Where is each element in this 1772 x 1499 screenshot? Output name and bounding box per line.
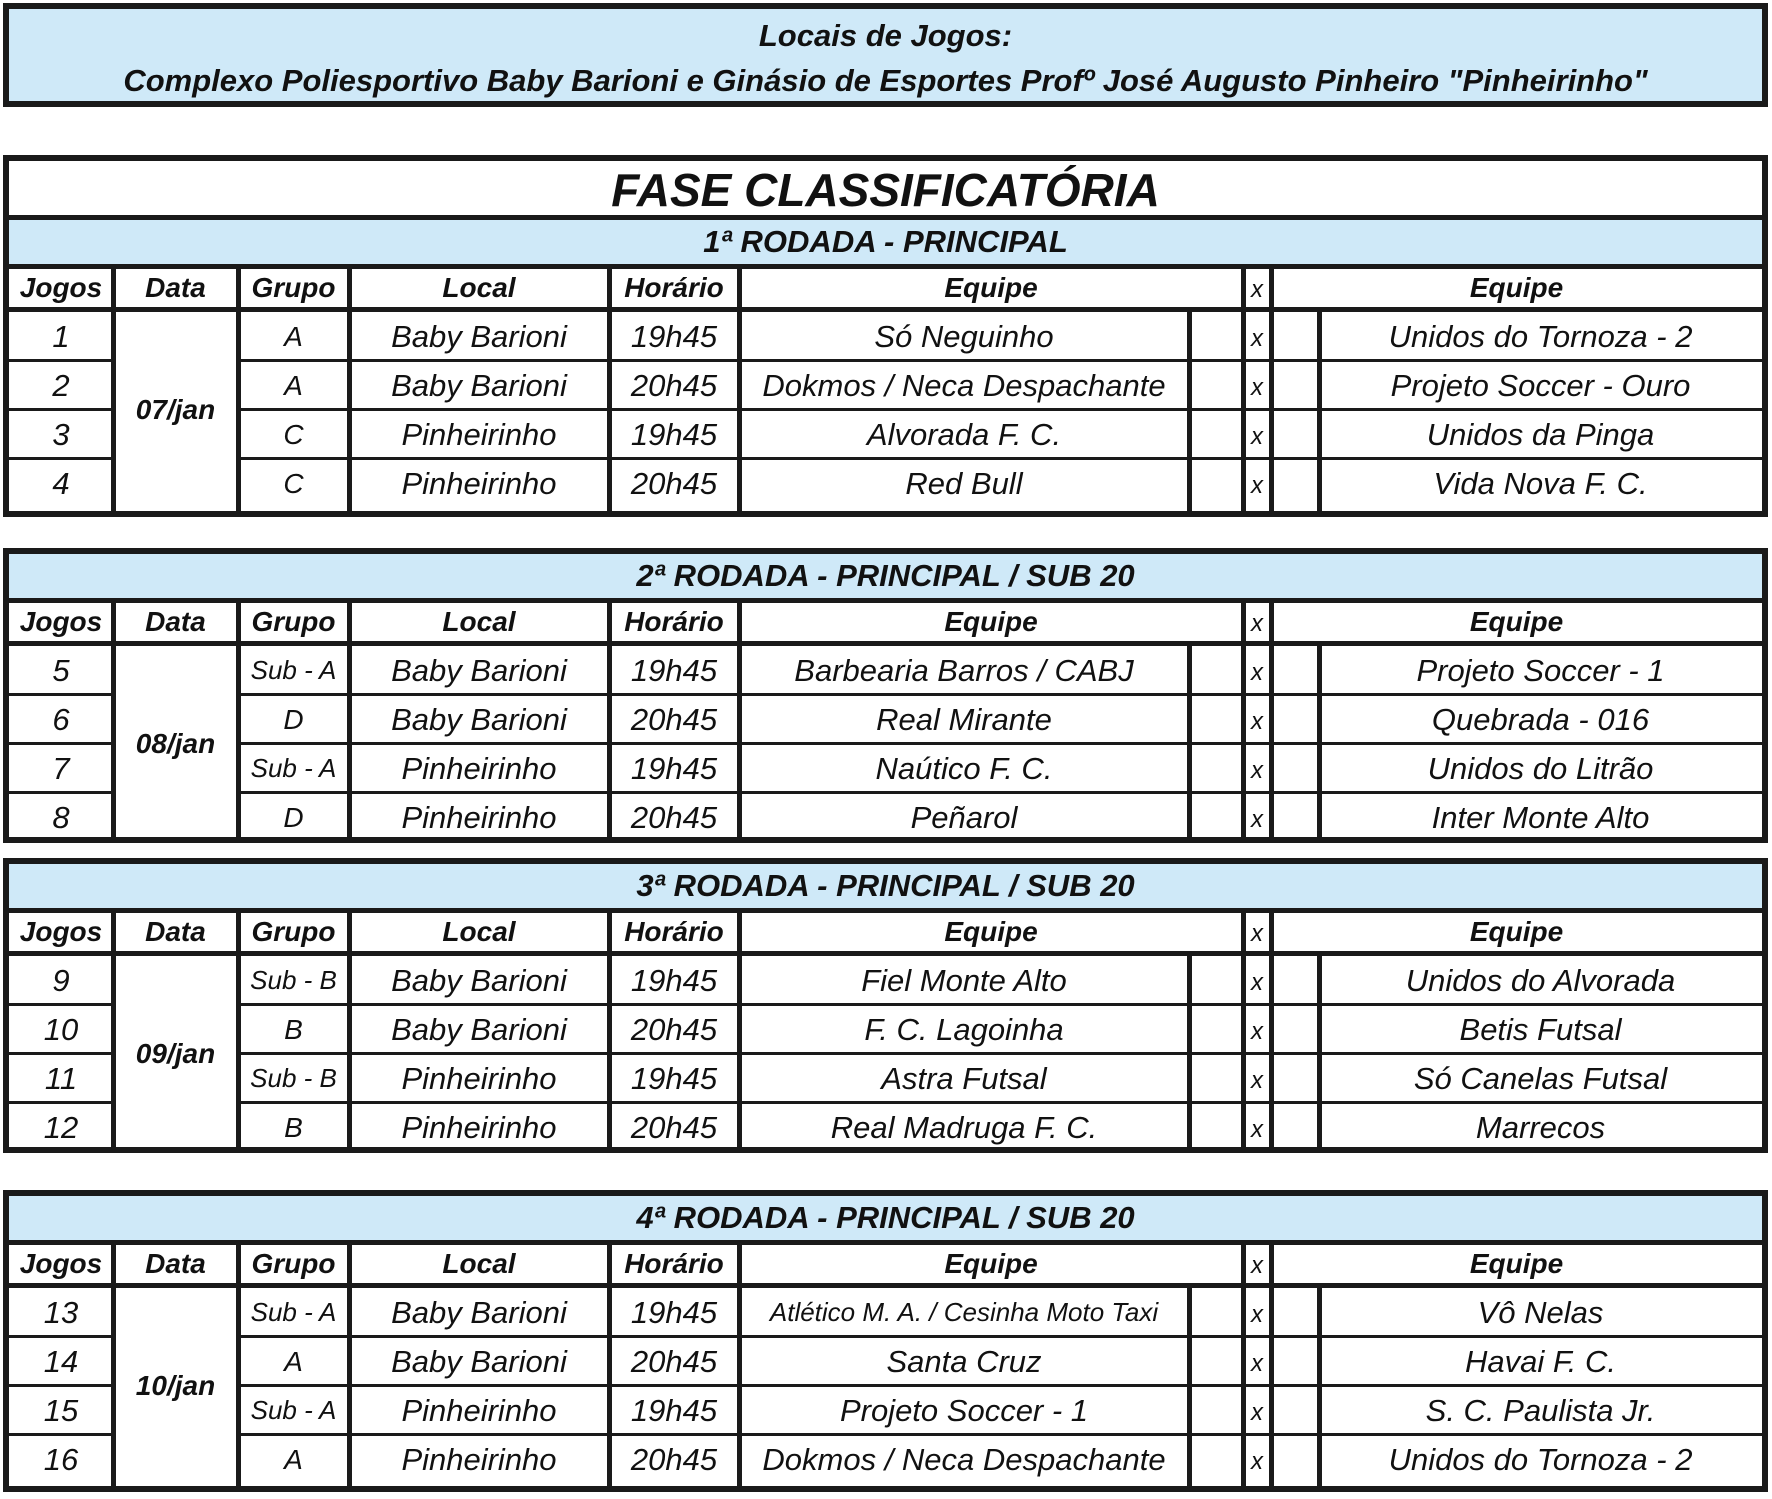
header-jogos: Jogos: [19, 272, 103, 303]
game-horario: 19h45: [630, 1393, 718, 1428]
game-x: x: [1251, 806, 1263, 833]
header-local: Local: [442, 1248, 516, 1279]
header-equipe2: Equipe: [1469, 606, 1564, 637]
game-equipe2: Quebrada - 016: [1431, 702, 1650, 737]
game-x: x: [1251, 374, 1263, 401]
game-x: x: [1251, 423, 1263, 450]
game-equipe1: F. C. Lagoinha: [864, 1012, 1064, 1047]
header-jogos: Jogos: [19, 606, 103, 637]
game-equipe2: Betis Futsal: [1459, 1012, 1622, 1047]
game-x: x: [1251, 472, 1263, 499]
game-horario: 20h45: [630, 1110, 718, 1145]
game-jogo: 4: [52, 466, 70, 501]
fase-title: FASE CLASSIFICATÓRIA: [3, 155, 1768, 221]
round-title: 2ª RODADA - PRINCIPAL / SUB 20: [9, 554, 1762, 603]
game-equipe1: Real Mirante: [876, 702, 1052, 737]
game-horario: 20h45: [630, 1442, 718, 1477]
game-equipe1: Barbearia Barros / CABJ: [794, 653, 1134, 688]
date-cell: 08/jan: [135, 728, 216, 759]
header-grupo: Grupo: [251, 916, 336, 947]
date-cell: 09/jan: [135, 1038, 216, 1069]
header-equipe2: Equipe: [1469, 916, 1564, 947]
game-equipe2: Vô Nelas: [1477, 1295, 1604, 1330]
game-horario: 20h45: [630, 702, 718, 737]
game-horario: 20h45: [630, 466, 718, 501]
game-local: Pinheirinho: [401, 466, 557, 501]
game-jogo: 2: [52, 368, 70, 403]
game-grupo: B: [284, 1014, 303, 1045]
game-jogo: 6: [52, 702, 70, 737]
game-equipe2: Projeto Soccer - 1: [1416, 653, 1665, 688]
header-data: Data: [145, 606, 206, 637]
game-equipe2: Unidos do Tornoza - 2: [1388, 1442, 1693, 1477]
game-equipe1: Santa Cruz: [886, 1344, 1042, 1379]
date-cell: 10/jan: [135, 1370, 216, 1401]
game-x: x: [1251, 708, 1263, 735]
game-equipe2: Havai F. C.: [1464, 1344, 1617, 1379]
game-local: Pinheirinho: [401, 1061, 557, 1096]
game-equipe1: Dokmos / Neca Despachante: [762, 1442, 1166, 1477]
round-table: [3, 858, 1768, 1153]
game-grupo: A: [284, 1346, 303, 1377]
game-local: Baby Barioni: [391, 1012, 567, 1047]
game-equipe1: Alvorada F. C.: [866, 417, 1062, 452]
game-local: Baby Barioni: [391, 963, 567, 998]
column-header-row: [9, 913, 1762, 956]
game-jogo: 3: [52, 417, 70, 452]
game-local: Baby Barioni: [391, 368, 567, 403]
game-equipe2: Inter Monte Alto: [1431, 800, 1650, 835]
game-horario: 19h45: [630, 319, 718, 354]
game-x: x: [1251, 1448, 1263, 1475]
game-equipe1: Red Bull: [905, 466, 1023, 501]
game-local: Baby Barioni: [391, 319, 567, 354]
game-x: x: [1251, 1301, 1263, 1328]
header-jogos: Jogos: [19, 1248, 103, 1279]
game-grupo: Sub - B: [250, 1063, 337, 1093]
game-grupo: Sub - A: [250, 1297, 337, 1327]
game-equipe2: Vida Nova F. C.: [1433, 466, 1648, 501]
game-equipe2: Unidos do Litrão: [1427, 751, 1654, 786]
game-equipe1: Dokmos / Neca Despachante: [762, 368, 1166, 403]
game-x: x: [1251, 969, 1263, 996]
game-equipe1: Atlético M. A. / Cesinha Moto Taxi: [769, 1297, 1159, 1327]
header-data: Data: [145, 1248, 206, 1279]
header-x: x: [1251, 276, 1263, 303]
game-jogo: 7: [52, 751, 70, 786]
game-jogo: 15: [43, 1393, 79, 1428]
date-cell: 07/jan: [135, 394, 216, 425]
game-local: Pinheirinho: [401, 800, 557, 835]
game-jogo: 1: [52, 319, 70, 354]
game-horario: 19h45: [630, 1061, 718, 1096]
game-grupo: D: [283, 802, 304, 833]
game-jogo: 16: [43, 1442, 79, 1477]
game-local: Baby Barioni: [391, 1295, 567, 1330]
game-grupo: C: [283, 419, 304, 450]
game-x: x: [1251, 1116, 1263, 1143]
column-header-row: [9, 1245, 1762, 1288]
game-x: x: [1251, 659, 1263, 686]
header-equipe1: Equipe: [944, 1248, 1038, 1279]
game-grupo: Sub - A: [250, 1395, 337, 1425]
game-local: Baby Barioni: [391, 1344, 567, 1379]
game-x: x: [1251, 1067, 1263, 1094]
game-equipe2: Unidos do Tornoza - 2: [1388, 319, 1693, 354]
header-equipe1: Equipe: [944, 272, 1038, 303]
locais-venues: Complexo Poliesportivo Baby Barioni e Ginásio de Esportes Profº José Augusto Pinheiro "Pinheirinho": [123, 63, 1648, 98]
game-local: Pinheirinho: [401, 417, 557, 452]
game-grupo: Sub - B: [250, 965, 337, 995]
round-title: 3ª RODADA - PRINCIPAL / SUB 20: [9, 864, 1762, 913]
header-grupo: Grupo: [251, 272, 336, 303]
game-equipe2: Projeto Soccer - Ouro: [1390, 368, 1691, 403]
game-jogo: 13: [43, 1295, 79, 1330]
header-local: Local: [442, 916, 516, 947]
game-equipe1: Projeto Soccer - 1: [839, 1393, 1089, 1428]
game-equipe2: Unidos do Alvorada: [1405, 963, 1676, 998]
round-table: [3, 548, 1768, 843]
game-local: Pinheirinho: [401, 751, 557, 786]
header-equipe1: Equipe: [944, 606, 1038, 637]
header-horario: Horário: [624, 1248, 724, 1279]
header-grupo: Grupo: [251, 1248, 336, 1279]
game-equipe1: Só Neguinho: [874, 319, 1054, 354]
game-jogo: 12: [43, 1110, 79, 1145]
game-x: x: [1251, 1018, 1263, 1045]
round-title: 1ª RODADA - PRINCIPAL: [9, 220, 1762, 269]
locais-title: Locais de Jogos:: [758, 18, 1013, 53]
header-x: x: [1251, 1252, 1263, 1279]
game-horario: 20h45: [630, 1012, 718, 1047]
game-jogo: 11: [44, 1061, 78, 1096]
game-x: x: [1251, 1399, 1263, 1426]
game-horario: 20h45: [630, 1344, 718, 1379]
game-jogo: 5: [52, 653, 70, 688]
game-equipe2: S. C. Paulista Jr.: [1425, 1393, 1656, 1428]
game-local: Pinheirinho: [401, 1110, 557, 1145]
header-data: Data: [145, 916, 206, 947]
column-header-row: [9, 269, 1762, 312]
game-equipe1: Fiel Monte Alto: [861, 963, 1067, 998]
game-x: x: [1251, 1350, 1263, 1377]
game-grupo: B: [284, 1112, 303, 1143]
game-local: Baby Barioni: [391, 653, 567, 688]
header-local: Local: [442, 272, 516, 303]
game-horario: 20h45: [630, 368, 718, 403]
game-local: Baby Barioni: [391, 702, 567, 737]
game-jogo: 9: [52, 963, 70, 998]
header-jogos: Jogos: [19, 916, 103, 947]
game-equipe2: Só Canelas Futsal: [1413, 1061, 1668, 1096]
game-equipe1: Real Madruga F. C.: [830, 1110, 1098, 1145]
game-grupo: A: [284, 1444, 303, 1475]
header-x: x: [1251, 610, 1263, 637]
game-equipe1: Naútico F. C.: [875, 751, 1053, 786]
header-horario: Horário: [624, 272, 724, 303]
header-local: Local: [442, 606, 516, 637]
game-grupo: Sub - A: [250, 753, 337, 783]
game-x: x: [1251, 757, 1263, 784]
game-grupo: A: [284, 321, 303, 352]
header-equipe2: Equipe: [1469, 1248, 1564, 1279]
header-equipe1: Equipe: [944, 916, 1038, 947]
game-grupo: Sub - A: [250, 655, 337, 685]
game-grupo: C: [283, 468, 304, 499]
game-equipe1: Astra Futsal: [881, 1061, 1047, 1096]
game-x: x: [1251, 325, 1263, 352]
game-equipe2: Marrecos: [1475, 1110, 1606, 1145]
header-horario: Horário: [624, 606, 724, 637]
game-horario: 19h45: [630, 963, 718, 998]
game-horario: 19h45: [630, 653, 718, 688]
locais-header-box: [3, 3, 1768, 107]
game-horario: 20h45: [630, 800, 718, 835]
game-grupo: D: [283, 704, 304, 735]
header-horario: Horário: [624, 916, 724, 947]
game-jogo: 10: [43, 1012, 79, 1047]
header-grupo: Grupo: [251, 606, 336, 637]
game-horario: 19h45: [630, 751, 718, 786]
game-local: Pinheirinho: [401, 1442, 557, 1477]
game-horario: 19h45: [630, 1295, 718, 1330]
game-local: Pinheirinho: [401, 1393, 557, 1428]
header-x: x: [1251, 920, 1263, 947]
game-grupo: A: [284, 370, 303, 401]
round-table: [3, 1190, 1768, 1492]
game-jogo: 8: [52, 800, 70, 835]
round-table: [3, 215, 1768, 517]
round-title: 4ª RODADA - PRINCIPAL / SUB 20: [9, 1196, 1762, 1245]
header-equipe2: Equipe: [1469, 272, 1564, 303]
game-equipe2: Unidos da Pinga: [1426, 417, 1655, 452]
header-data: Data: [145, 272, 206, 303]
game-jogo: 14: [43, 1344, 79, 1379]
game-equipe1: Peñarol: [910, 800, 1018, 835]
column-header-row: [9, 603, 1762, 646]
game-horario: 19h45: [630, 417, 718, 452]
